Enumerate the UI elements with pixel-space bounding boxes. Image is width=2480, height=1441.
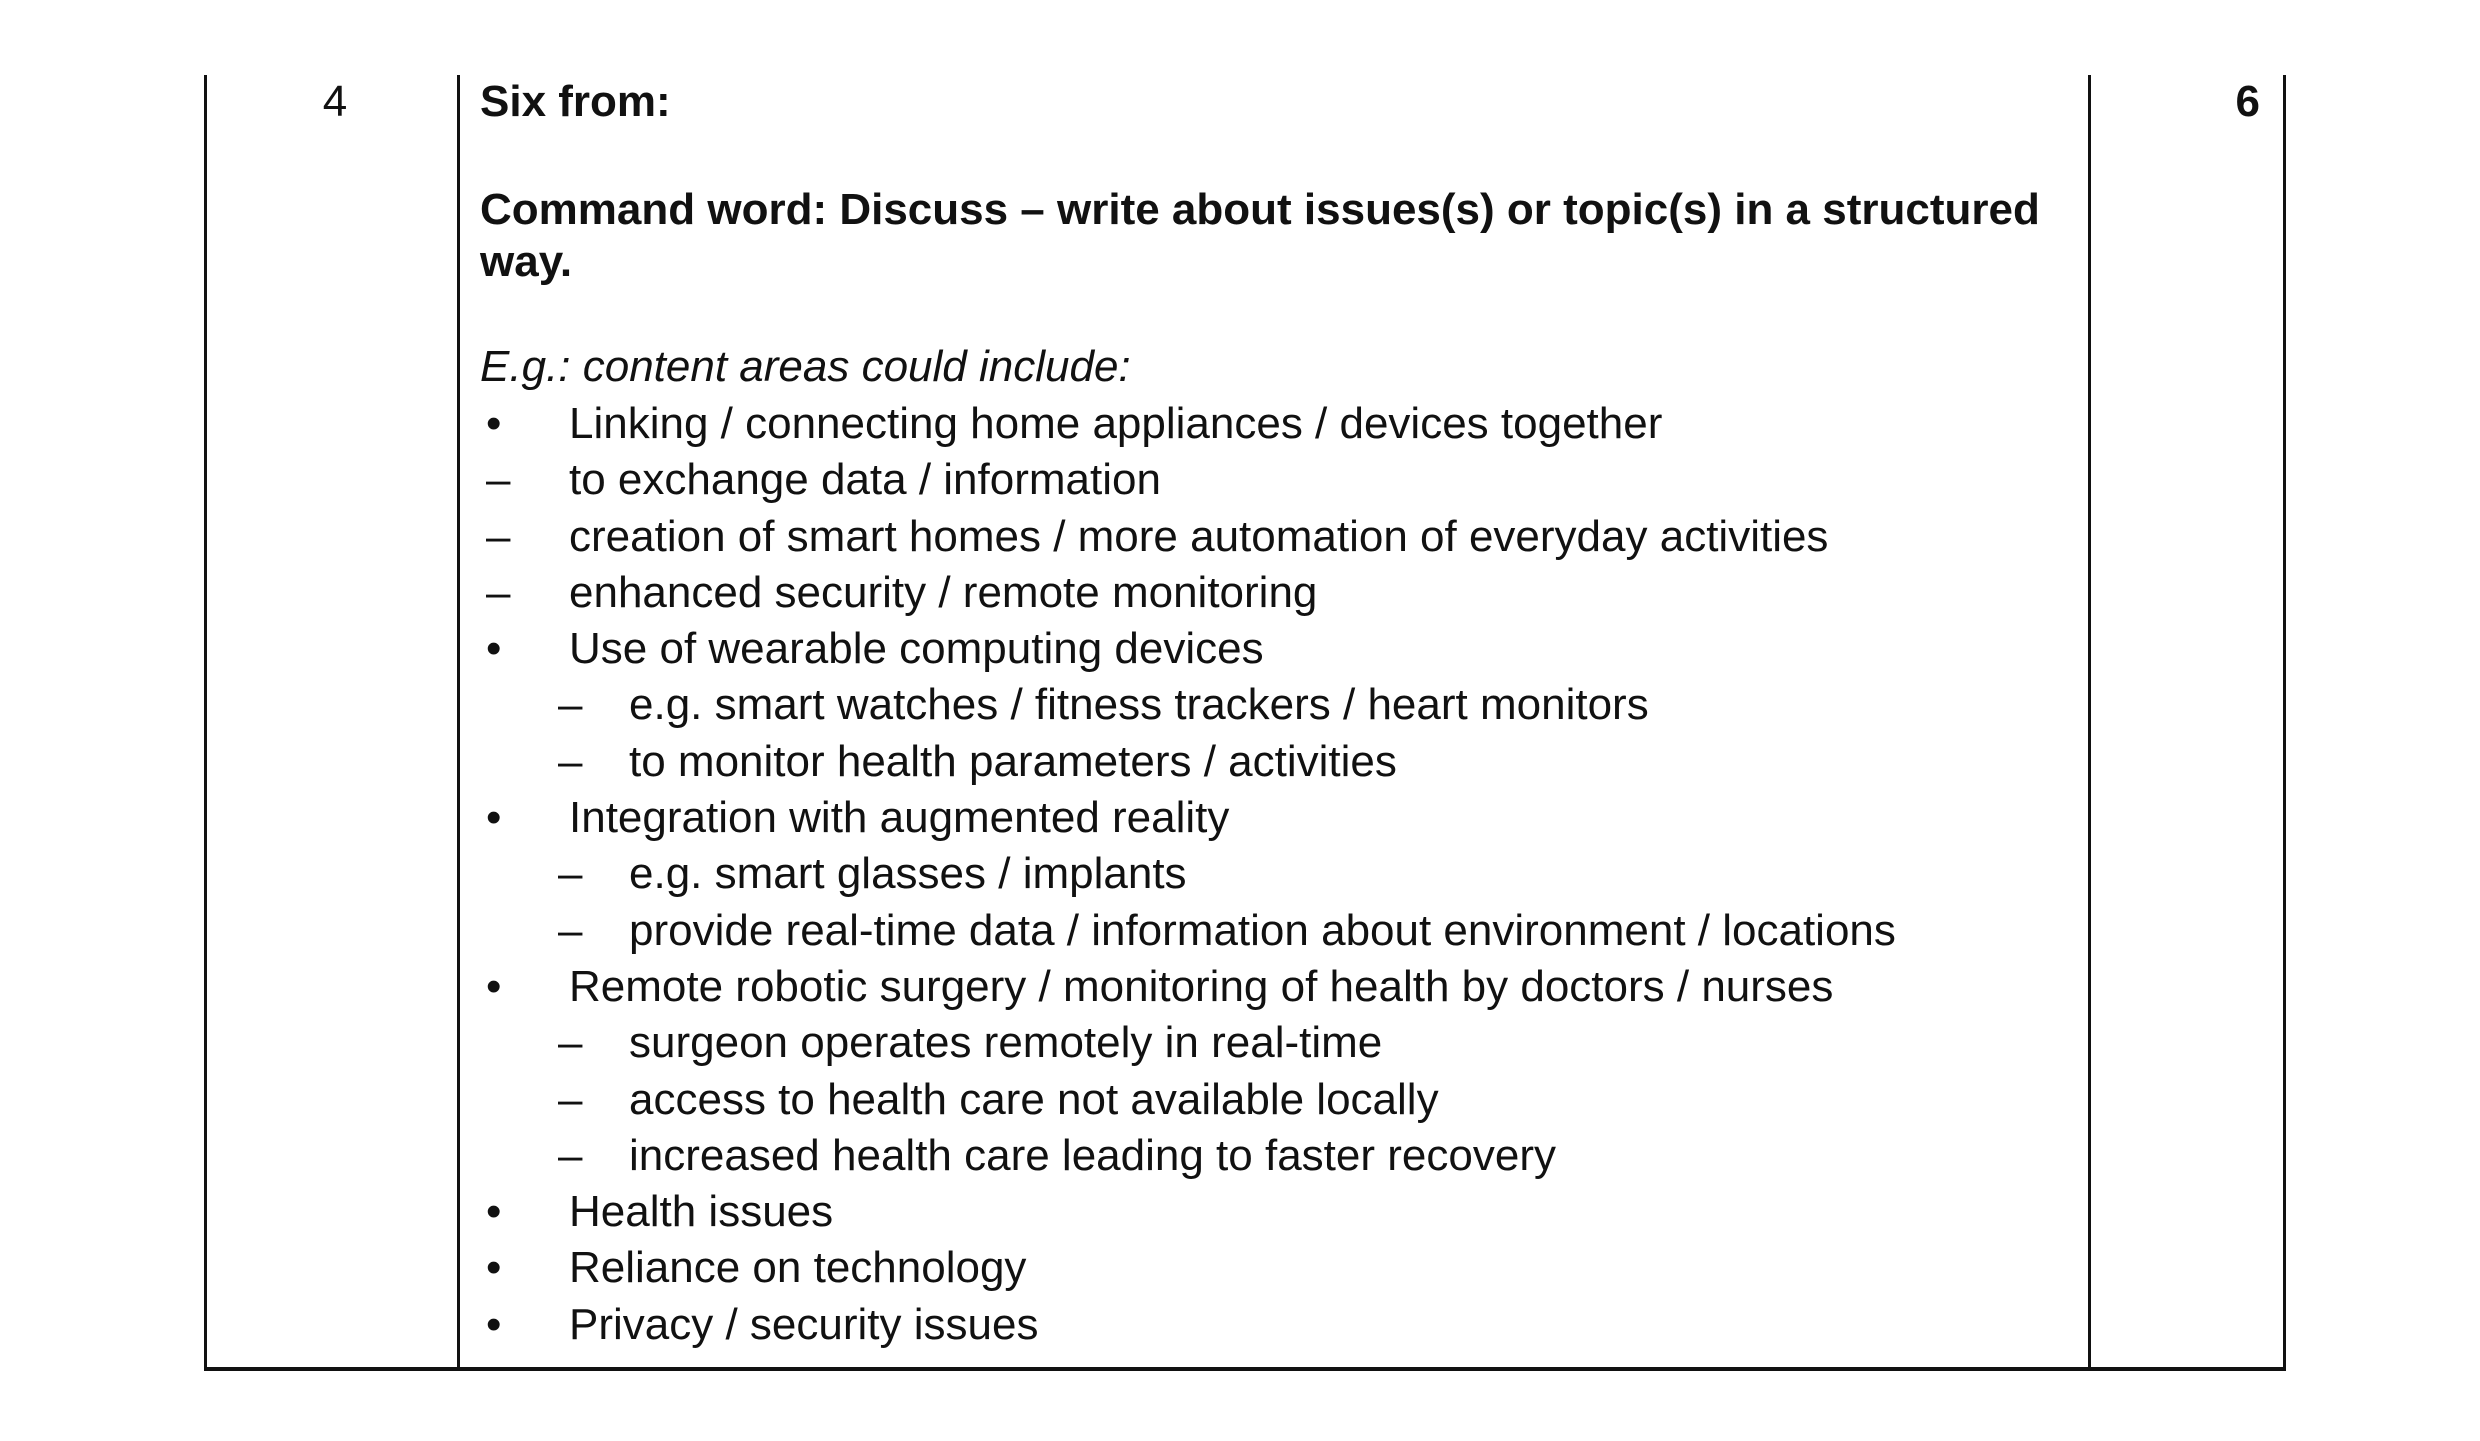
table-border-bottom xyxy=(204,1367,2286,1371)
bullet-marker: • xyxy=(486,1243,502,1293)
question-number: 4 xyxy=(322,77,348,126)
dash-marker: – xyxy=(558,849,583,899)
answer-point-text: e.g. smart glasses / implants xyxy=(629,849,1187,899)
bullet-marker: • xyxy=(486,1187,502,1237)
answer-point xyxy=(480,509,2040,565)
answer-point xyxy=(480,1240,2040,1296)
answer-point-text: access to health care not available locally xyxy=(629,1074,1439,1124)
answer-point-text: to exchange data / information xyxy=(569,455,1161,505)
answer-point xyxy=(480,1072,2040,1128)
answer-cell xyxy=(480,76,2040,1353)
dash-marker: – xyxy=(558,1130,583,1180)
dash-marker: – xyxy=(558,736,583,786)
answer-point-text: creation of smart homes / more automation of everyday activities xyxy=(569,511,1829,561)
answer-point xyxy=(480,959,2040,1015)
dash-marker: – xyxy=(558,680,583,730)
answer-point-text: Linking / connecting home appliances / devices together xyxy=(569,399,1663,448)
answer-point xyxy=(480,1015,2040,1071)
answer-point xyxy=(480,734,2040,790)
answer-point-text: Health issues xyxy=(569,1187,834,1237)
bullet-marker: • xyxy=(486,624,502,674)
bullet-marker: • xyxy=(486,399,502,448)
dash-marker: – xyxy=(486,567,511,617)
answer-point xyxy=(480,621,2040,677)
answer-point xyxy=(480,452,2040,508)
answer-point xyxy=(480,1184,2040,1240)
answer-point-text: Use of wearable computing devices xyxy=(569,624,1264,674)
dash-marker: – xyxy=(558,905,583,955)
column-divider-question xyxy=(457,75,460,1371)
answer-point xyxy=(480,1128,2040,1184)
answer-point-text: enhanced security / remote monitoring xyxy=(569,567,1318,617)
table-border-left xyxy=(204,75,207,1371)
marks-value: 6 xyxy=(2235,77,2260,126)
answer-point-text: Privacy / security issues xyxy=(569,1299,1039,1349)
bullet-marker: • xyxy=(486,961,502,1011)
bullet-marker: • xyxy=(486,793,502,843)
answer-point xyxy=(480,677,2040,733)
column-divider-answer xyxy=(2088,75,2091,1371)
answer-point-text: provide real-time data / information about environment / locations xyxy=(629,905,1896,955)
dash-marker: – xyxy=(558,1074,583,1124)
dash-marker: – xyxy=(558,1018,583,1068)
answer-point xyxy=(480,396,2040,452)
answer-point-text: Reliance on technology xyxy=(569,1243,1027,1293)
answer-point-text: Remote robotic surgery / monitoring of health by doctors / nurses xyxy=(569,961,1834,1011)
answer-points-list xyxy=(480,396,2040,1353)
dash-marker: – xyxy=(486,511,511,561)
answer-point xyxy=(480,790,2040,846)
dash-marker: – xyxy=(486,455,511,505)
answer-point-text: surgeon operates remotely in real-time xyxy=(629,1018,1383,1068)
command-word: Command word: Discuss – write about issues(s) or topic(s) in a structured way. xyxy=(480,185,2040,286)
answer-point xyxy=(480,903,2040,959)
content-intro: E.g.: content areas could include: xyxy=(480,342,1131,391)
answer-point-text: increased health care leading to faster recovery xyxy=(629,1130,1556,1180)
answer-point xyxy=(480,565,2040,621)
answer-point xyxy=(480,1297,2040,1353)
answer-point xyxy=(480,846,2040,902)
table-border-right xyxy=(2283,75,2286,1371)
answer-heading: Six from: xyxy=(480,77,671,126)
answer-point-text: Integration with augmented reality xyxy=(569,793,1230,843)
bullet-marker: • xyxy=(486,1299,502,1349)
answer-point-text: e.g. smart watches / fitness trackers / heart monitors xyxy=(629,680,1649,730)
answer-point-text: to monitor health parameters / activities xyxy=(629,736,1397,786)
